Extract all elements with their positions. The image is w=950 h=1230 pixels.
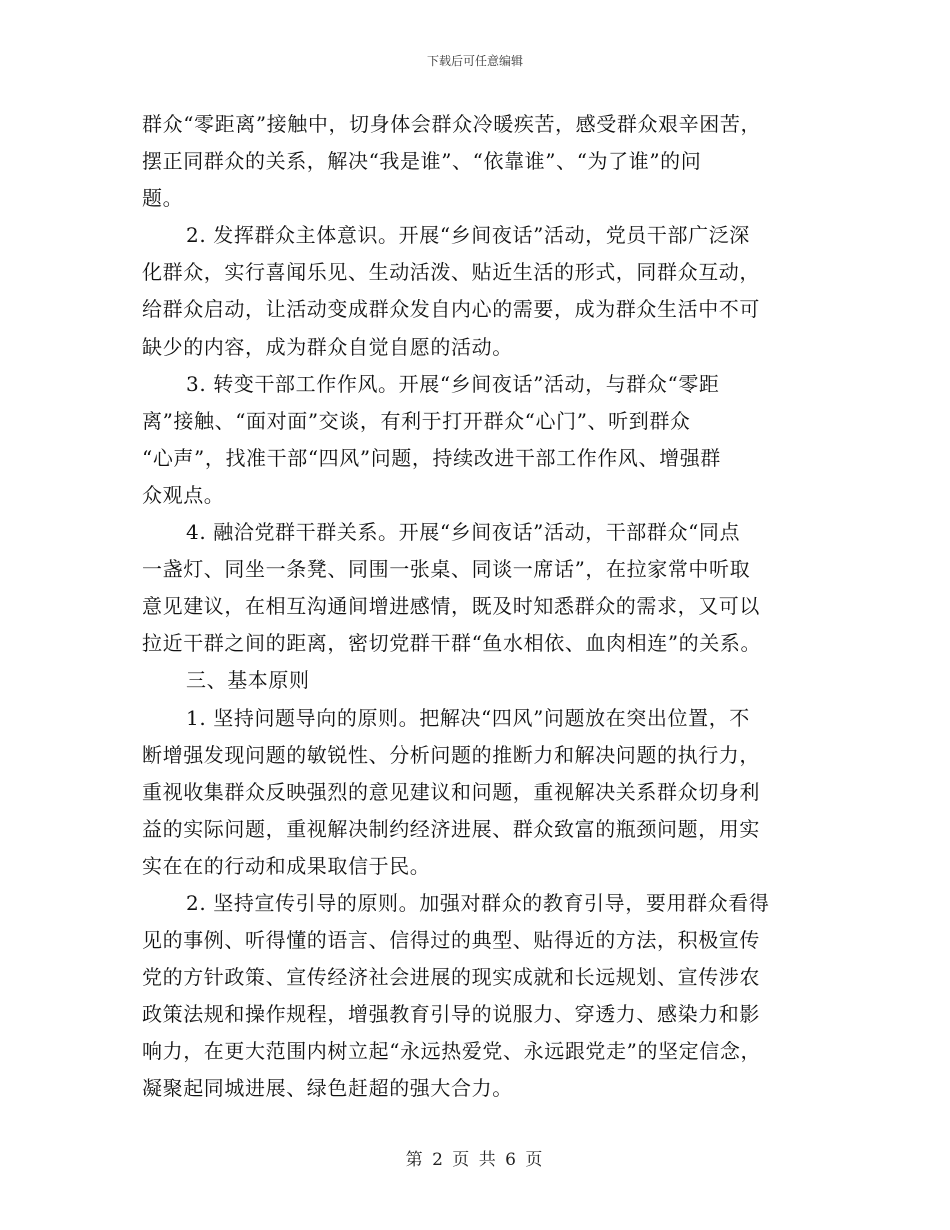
text-line: 重视收集群众反映强烈的意见建议和问题，重视解决关系群众切身利 [142, 779, 760, 804]
text-line: 实在在的行动和成果取信于民。 [142, 853, 431, 878]
text-line: 凝聚起同城进展、绿色赶超的强大合力。 [142, 1076, 513, 1101]
text-line: 化群众，实行喜闻乐见、生动活泼、贴近生活的形式，同群众互动， [142, 260, 760, 285]
text-line: “心声”，找准干部“四风”问题，持续改进干部工作作风、增强群 [142, 445, 721, 470]
text-line: 给群众启动，让活动变成群众发自内心的需要，成为群众生活中不可 [142, 297, 760, 322]
text-line: 响力，在更大范围内树立起“永远热爱党、永远跟党走”的坚定信念， [142, 1039, 762, 1064]
paragraph-start-line: 4. 融洽党群干群关系。开展“乡间夜话”活动，干部群众“同点 [186, 520, 741, 545]
text-line: 拉近干群之间的距离，密切党群干群“鱼水相依、血肉相连”的关系。 [142, 631, 762, 656]
section-heading: 三、基本原则 [186, 668, 310, 693]
page-header: 下载后可任意编辑 [426, 54, 523, 68]
text-line: 政策法规和操作规程，增强教育引导的说服力、穿透力、感染力和影 [142, 1002, 760, 1027]
text-line: 群众“零距离”接触中，切身体会群众冷暖疾苦，感受群众艰辛困苦， [142, 112, 762, 136]
text-line: 众观点。 [142, 482, 225, 507]
text-line: 见的事例、听得懂的语言、信得过的典型、贴得近的方法，积极宣传 [142, 928, 760, 953]
document-body [142, 106, 810, 1108]
text-line: 益的实际问题，重视解决制约经济进展、群众致富的瓶颈问题，用实 [142, 816, 760, 841]
text-line: 题。 [142, 186, 184, 211]
text-line: 党的方针政策、宣传经济社会进展的现实成就和长远规划、宣传涉农 [142, 965, 760, 990]
paragraph-start-line: 2. 发挥群众主体意识。开展“乡间夜话”活动，党员干部广泛深 [186, 223, 750, 248]
text-line: 意见建议，在相互沟通间增进感情，既及时知悉群众的需求，又可以 [142, 594, 760, 619]
paragraph-start-line: 1. 坚持问题导向的原则。把解决“四风”问题放在突出位置，不 [186, 705, 750, 730]
text-line: 摆正同群众的关系，解决“我是谁”、“依靠谁”、“为了谁”的问 [142, 149, 702, 174]
text-line: 一盏灯、同坐一条凳、同围一张桌、同谈一席话”，在拉家常中听取 [142, 557, 751, 582]
paragraph-start-line: 3. 转变干部工作作风。开展“乡间夜话”活动，与群众“零距 [186, 371, 720, 396]
text-line: 离”接触、“面对面”交谈，有利于打开群众“心门”、听到群众 [142, 408, 691, 433]
text-line: 缺少的内容，成为群众自觉自愿的活动。 [142, 334, 513, 359]
paragraph-start-line: 2. 坚持宣传引导的原则。加强对群众的教育引导，要用群众看得 [186, 890, 770, 915]
text-line: 断增强发现问题的敏锐性、分析问题的推断力和解决问题的执行力， [142, 742, 760, 767]
page-number: 第 2 页 共 6 页 [405, 1150, 545, 1170]
